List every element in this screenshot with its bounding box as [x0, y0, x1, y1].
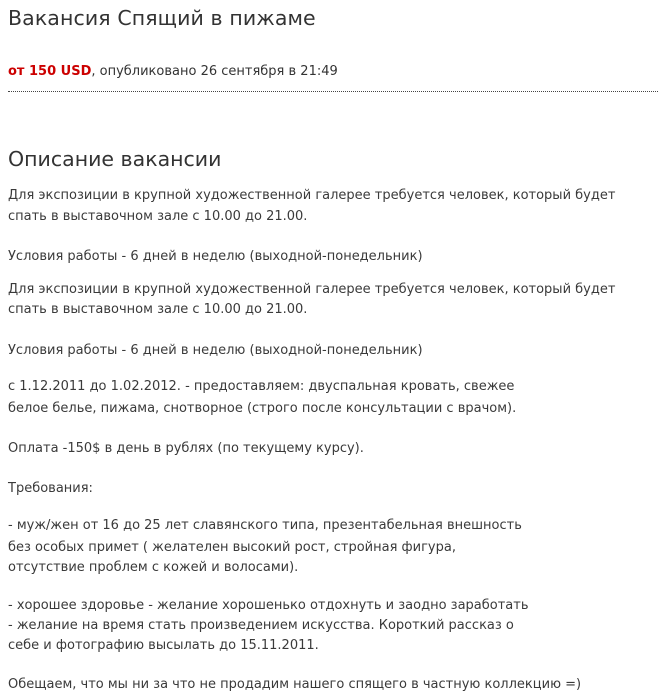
description-line: спать в выставочном зале с 10.00 до 21.00.: [8, 302, 308, 317]
description-line: Условия работы - 6 дней в неделю (выходной-понедельник): [8, 343, 423, 358]
description-line: Для экспозиции в крупной художественной галерее требуется человек, который будет: [8, 188, 616, 203]
dotted-divider: [8, 91, 658, 92]
description-line: Требования:: [8, 481, 93, 496]
description-line: Обещаем, что мы ни за что не продадим нашего спящего в частную коллекцию =): [8, 677, 582, 692]
vacancy-title: Вакансия Спящий в пижаме: [8, 6, 316, 30]
description-heading: Описание вакансии: [8, 147, 222, 171]
description-line: - хорошее здоровье - желание хорошенько отдохнуть и заодно заработать: [8, 598, 529, 613]
vacancy-meta: [8, 64, 338, 79]
description-line: себе и фотографию высылать до 15.11.2011.: [8, 638, 319, 653]
published-date: , опубликовано 26 сентября в 21:49: [91, 64, 338, 79]
description-line: Для экспозиции в крупной художественной галерее требуется человек, который будет: [8, 282, 616, 297]
description-line: - муж/жен от 16 до 25 лет славянского типа, презентабельная внешность: [8, 518, 522, 533]
description-line: с 1.12.2011 до 1.02.2012. - предоставляем: двуспальная кровать, свежее: [8, 379, 515, 394]
description-line: Оплата -150$ в день в рублях (по текущему курсу).: [8, 441, 364, 456]
description-line: Условия работы - 6 дней в неделю (выходной-понедельник): [8, 249, 423, 264]
description-line: спать в выставочном зале с 10.00 до 21.00.: [8, 209, 308, 224]
description-line: - желание на время стать произведением искусства. Короткий рассказ о: [8, 618, 514, 633]
description-line: белое белье, пижама, снотворное (строго после консультации с врачом).: [8, 401, 517, 416]
salary-label: от 150 USD: [8, 64, 92, 79]
description-line: без особых примет ( желателен высокий рост, стройная фигура,: [8, 540, 456, 555]
description-line: отсутствие проблем с кожей и волосами).: [8, 560, 299, 575]
